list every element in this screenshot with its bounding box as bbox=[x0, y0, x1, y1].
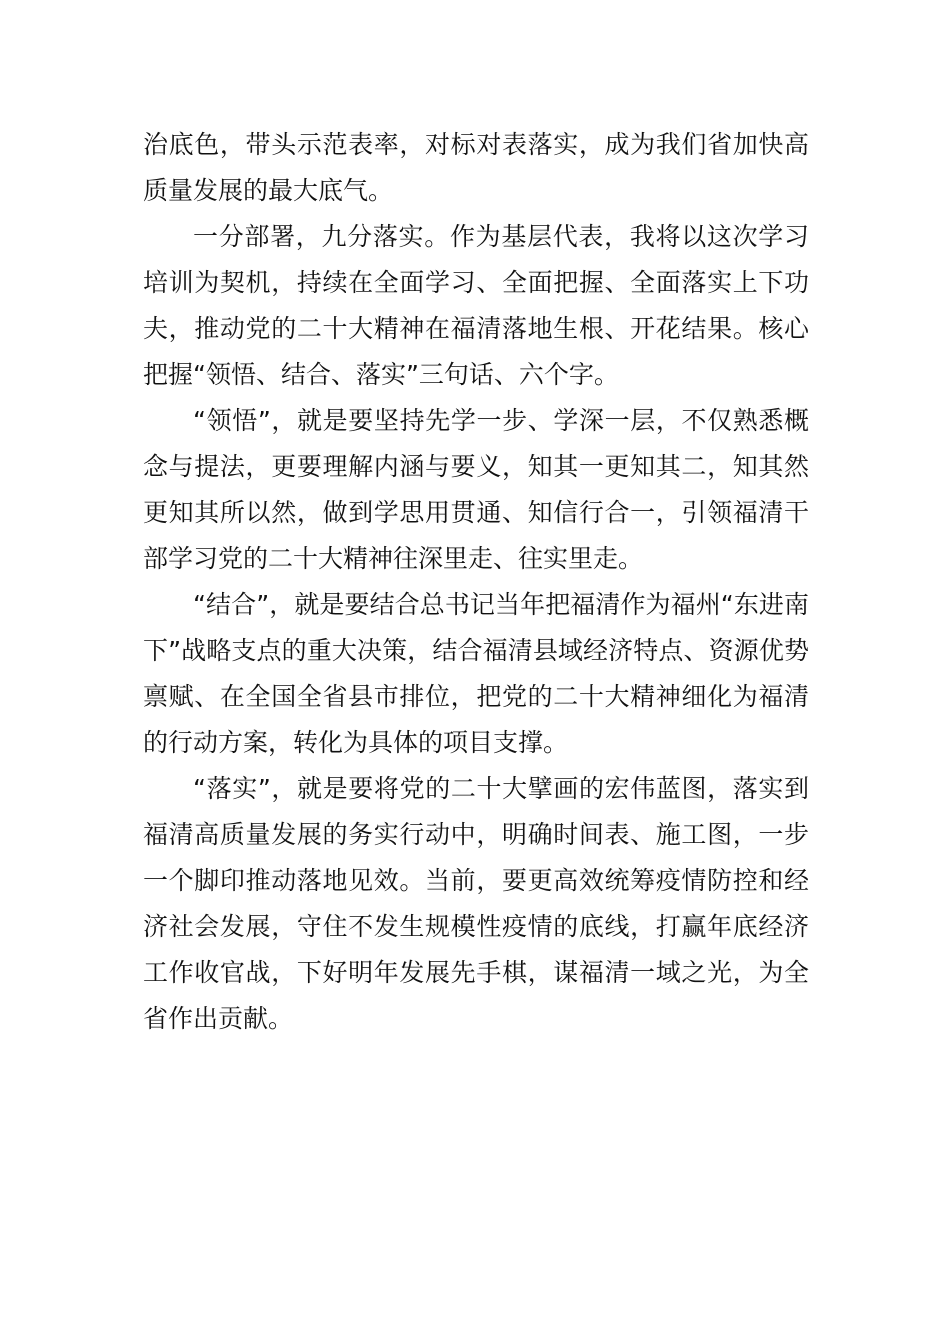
paragraph-deployment: 一分部署，九分落实。作为基层代表，我将以这次学习培训为契机，持续在全面学习、全面把握、全面落实上下功夫，推动党的二十大精神在福清落地生根、开花结果。核心把握“领悟、结合、落实”三句话、六个字。 bbox=[143, 222, 809, 389]
paragraph-implement: “落实”，就是要将党的二十大擘画的宏伟蓝图，落实到福清高质量发展的务实行动中，明确时间表、施工图，一步一个脚印推动落地见效。当前，要更高效统筹疫情防控和经济社会发展，守住不发生规模性疫情的底线，打赢年底经济工作收官战，下好明年发展先手棋，谋福清一域之光，为全省作出贡献。 bbox=[143, 774, 809, 1033]
document-body bbox=[143, 122, 809, 1042]
paragraph-comprehend: “领悟”，就是要坚持先学一步、学深一层，不仅熟悉概念与提法，更要理解内涵与要义，知其一更知其二，知其然更知其所以然，做到学思用贯通、知信行合一，引领福清干部学习党的二十大精神往深里走、往实里走。 bbox=[143, 406, 809, 573]
paragraph-combine: “结合”，就是要结合总书记当年把福清作为福州“东进南下”战略支点的重大决策，结合福清县域经济特点、资源优势禀赋、在全国全省县市排位，把党的二十大精神细化为福清的行动方案，转化为具体的项目支撑。 bbox=[143, 590, 809, 757]
paragraph-continuation: 治底色，带头示范表率，对标对表落实，成为我们省加快高质量发展的最大底气。 bbox=[143, 130, 809, 205]
